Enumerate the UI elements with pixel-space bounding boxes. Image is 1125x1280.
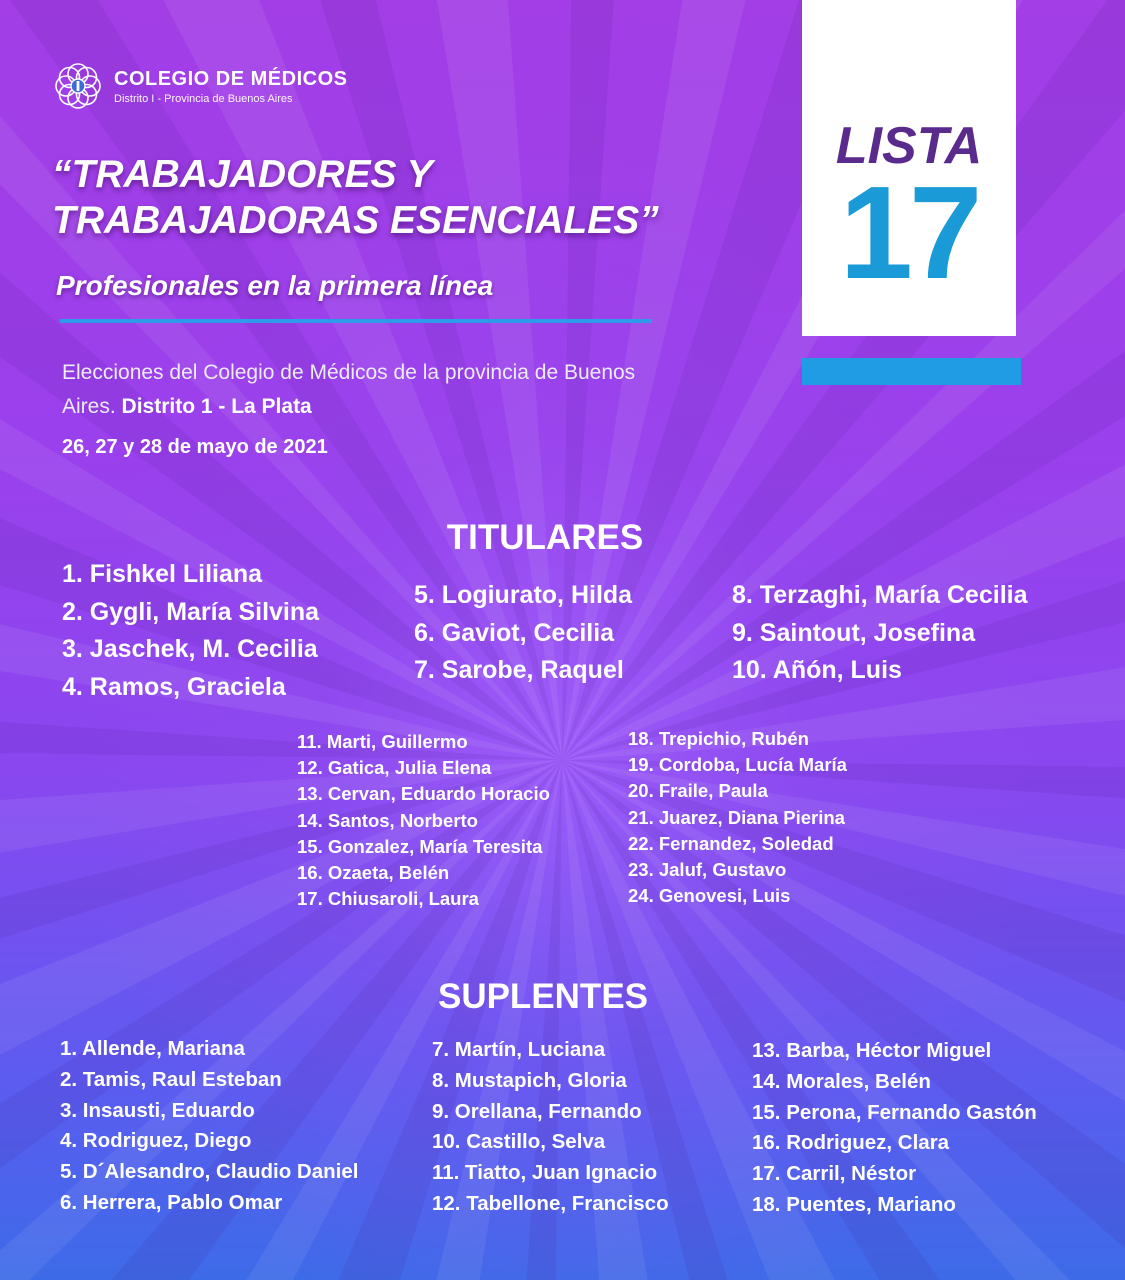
list-item: 2. Gygli, María Silvina [62,597,320,626]
list-item: 11. Marti, Guillermo [297,731,468,752]
list-item: 2. Tamis, Raul Esteban [60,1067,282,1091]
list-item: 13. Barba, Héctor Miguel [752,1039,992,1062]
list-item: 18. Trepichio, Rubén [628,728,809,749]
list-item: 23. Jaluf, Gustavo [628,859,787,881]
titulares-list-2 [414,577,632,690]
list-item: 19. Cordoba, Lucía María [628,754,847,776]
titulares-heading: TITULARES [446,518,644,557]
lista-label: LISTA [835,117,983,175]
list-item: 10. Añón, Luis [732,656,902,684]
suplentes-list-3 [752,1036,1037,1221]
list-item: 3. Insausti, Eduardo [60,1098,255,1122]
list-item: 6. Herrera, Pablo Omar [60,1190,283,1214]
list-item: 11. Tiatto, Juan Ignacio [432,1161,658,1185]
colegio-emblem-icon [52,60,104,112]
list-item: 9. Orellana, Fernando [432,1099,642,1123]
list-item: 15. Gonzalez, María Teresita [297,835,543,857]
titulares-list-3 [732,577,1027,690]
titulares-list-1 [62,556,319,706]
list-item: 16. Rodriguez, Clara [752,1131,950,1155]
list-item: 20. Fraile, Paula [628,780,768,802]
list-item: 21. Juarez, Diana Pierina [628,806,845,828]
list-item: 3. Jaschek, M. Cecilia [62,635,318,663]
list-item: 17. Carril, Néstor [752,1162,917,1186]
logo-subtitle: Distrito I - Provincia de Buenos Aires [114,92,293,105]
suplentes-heading: SUPLENTES [437,977,649,1016]
list-item: 1. Fishkel Liliana [62,560,263,588]
list-item: 18. Puentes, Mariano [752,1192,956,1216]
list-item: 10. Castillo, Selva [432,1130,606,1154]
list-item: 14. Morales, Belén [752,1069,931,1093]
colegio-logo [52,60,347,112]
logo-title: COLEGIO DE MÉDICOS [114,67,348,90]
lista-number: 17 [839,159,979,306]
suplentes-list-1 [60,1034,358,1219]
campaign-headline [52,152,659,244]
headline-line-1: “TRABAJADORES Y [52,153,433,196]
lista-accent-bar [802,358,1021,385]
list-item: 24. Genovesi, Luis [628,885,791,907]
lista-badge [802,0,1016,336]
titulares-list-4 [297,729,550,912]
election-dates: 26, 27 y 28 de mayo de 2021 [62,436,328,458]
tagline-underline [60,319,652,323]
list-item: 9. Saintout, Josefina [732,618,976,647]
titulares-list-5 [628,726,847,909]
list-item: 22. Fernandez, Soledad [628,832,834,854]
list-item: 12. Tabellone, Francisco [432,1191,669,1215]
list-item: 5. D´Alesandro, Claudio Daniel [60,1160,359,1184]
list-item: 5. Logiurato, Hilda [414,581,633,609]
headline-line-2: TRABAJADORAS ESENCIALES” [52,199,659,242]
list-item: 17. Chiusaroli, Laura [297,888,479,910]
list-item: 8. Mustapich, Gloria [432,1068,627,1092]
campaign-tagline: Profesionales en la primera línea [56,270,494,301]
list-item: 4. Ramos, Graciela [62,672,286,701]
suplentes-list-2 [432,1035,669,1220]
list-item: 1. Allende, Mariana [60,1037,245,1060]
list-item: 16. Ozaeta, Belén [297,862,450,884]
list-item: 15. Perona, Fernando Gastón [752,1100,1037,1124]
list-item: 4. Rodriguez, Diego [60,1129,252,1153]
list-item: 14. Santos, Norberto [297,809,478,831]
election-district: Distrito 1 - La Plata [121,395,312,418]
election-text: Elecciones del Colegio de Médicos de la provincia de Buenos Aires. [62,361,636,418]
list-item: 12. Gatica, Julia Elena [297,757,492,779]
list-item: 7. Martín, Luciana [432,1038,606,1061]
list-item: 7. Sarobe, Raquel [414,656,624,684]
election-description [62,356,682,424]
list-item: 6. Gaviot, Cecilia [414,618,615,647]
list-item: 13. Cervan, Eduardo Horacio [297,783,550,805]
list-item: 8. Terzaghi, María Cecilia [732,581,1028,609]
